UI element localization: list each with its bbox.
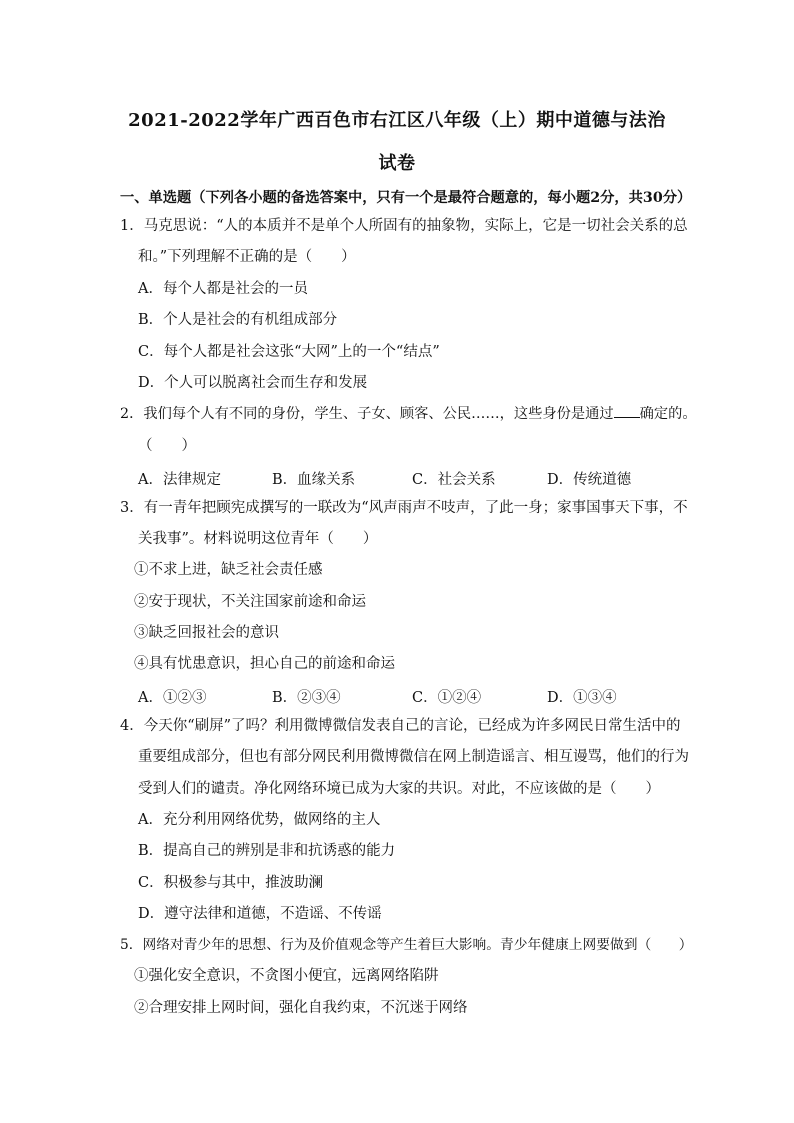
q1-option-b: B．个人是社会的有机组成部分	[138, 312, 338, 328]
q4-option-d: D．遵守法律和道德，不造谣、不传谣	[138, 906, 382, 922]
q3-item-4: ④具有忧患意识，担心自己的前途和命运	[134, 656, 395, 672]
q2-answer-blank	[614, 405, 640, 418]
q2-stem-line-2: （ ）	[138, 438, 196, 454]
q4-option-b: B．提高自己的辨别是非和抗诱惑的能力	[138, 843, 396, 859]
q4-option-a: A．充分利用网络优势，做网络的主人	[138, 812, 381, 828]
q4-stem-line-3: 受到人们的谴责。净化网络环境已成为大家的共识。对此，不应该做的是（ ）	[138, 781, 660, 797]
q3-item-2: ②安于现状，不关注国家前途和命运	[134, 594, 366, 610]
q4-stem-line-2: 重要组成部分，但也有部分网民利用微博微信在网上制造谣言、相互谩骂，他们的行为	[138, 749, 689, 765]
q2-option-d: D．传统道德	[547, 472, 632, 488]
q1-option-a: A．每个人都是社会的一员	[138, 281, 308, 297]
q3-item-1: ①不求上进，缺乏社会责任感	[134, 562, 323, 578]
q2-stem-before-blank: 2．我们每个人有不同的身份，学生、子女、顾客、公民……，这些身份是通过	[120, 406, 614, 422]
q1-stem-line-2: 和。”下列理解不正确的是（ ）	[138, 249, 356, 265]
q2-option-b: B．血缘关系	[272, 472, 356, 488]
q3-item-3: ③缺乏回报社会的意识	[134, 625, 279, 641]
q3-option-a: A．①②③	[138, 690, 207, 706]
q3-option-b: B．②③④	[272, 690, 341, 706]
exam-title-line-1: 2021-2022学年广西百色市右江区八年级（上）期中道德与法治	[128, 110, 666, 131]
q5-item-1: ①强化安全意识，不贪图小便宜，远离网络陷阱	[134, 968, 439, 984]
q4-stem-line-1: 4．今天你“刷屏”了吗？利用微博微信发表自己的言论，已经成为许多网民日常生活中的	[120, 718, 681, 734]
q2-option-a: A．法律规定	[138, 472, 221, 488]
q2-option-c: C．社会关系	[412, 472, 496, 488]
q3-option-c: C．①②④	[412, 690, 482, 706]
q2-stem-line-1	[120, 405, 697, 423]
q1-option-d: D．个人可以脱离社会而生存和发展	[138, 375, 368, 391]
q3-stem-line-2: 关我事”。材料说明这位青年（ ）	[138, 531, 378, 547]
q1-stem-line-1: 1．马克思说：“人的本质并不是单个人所固有的抽象物，实际上，它是一切社会关系的总	[120, 218, 688, 234]
section-heading-single-choice: 一、单选题（下列各小题的备选答案中，只有一个是最符合题意的，每小题2分，共30分）	[120, 190, 692, 206]
q3-option-d: D．①③④	[547, 690, 617, 706]
q5-item-2: ②合理安排上网时间，强化自我约束，不沉迷于网络	[134, 1000, 468, 1016]
q1-option-c: C．每个人都是社会这张“大网”上的一个“结点”	[138, 344, 440, 360]
q2-stem-after-blank: 确定的。	[639, 406, 697, 422]
q5-stem-line-1: 5．网络对青少年的思想、行为及价值观念等产生着巨大影响。青少年健康上网要做到（ ）	[120, 937, 693, 953]
exam-title-line-2: 试卷	[378, 153, 416, 174]
q4-option-c: C．积极参与其中，推波助澜	[138, 875, 324, 891]
q3-stem-line-1: 3．有一青年把顾宪成撰写的一联改为“风声雨声不吱声，了此一身；家事国事天下事，不	[120, 500, 688, 516]
